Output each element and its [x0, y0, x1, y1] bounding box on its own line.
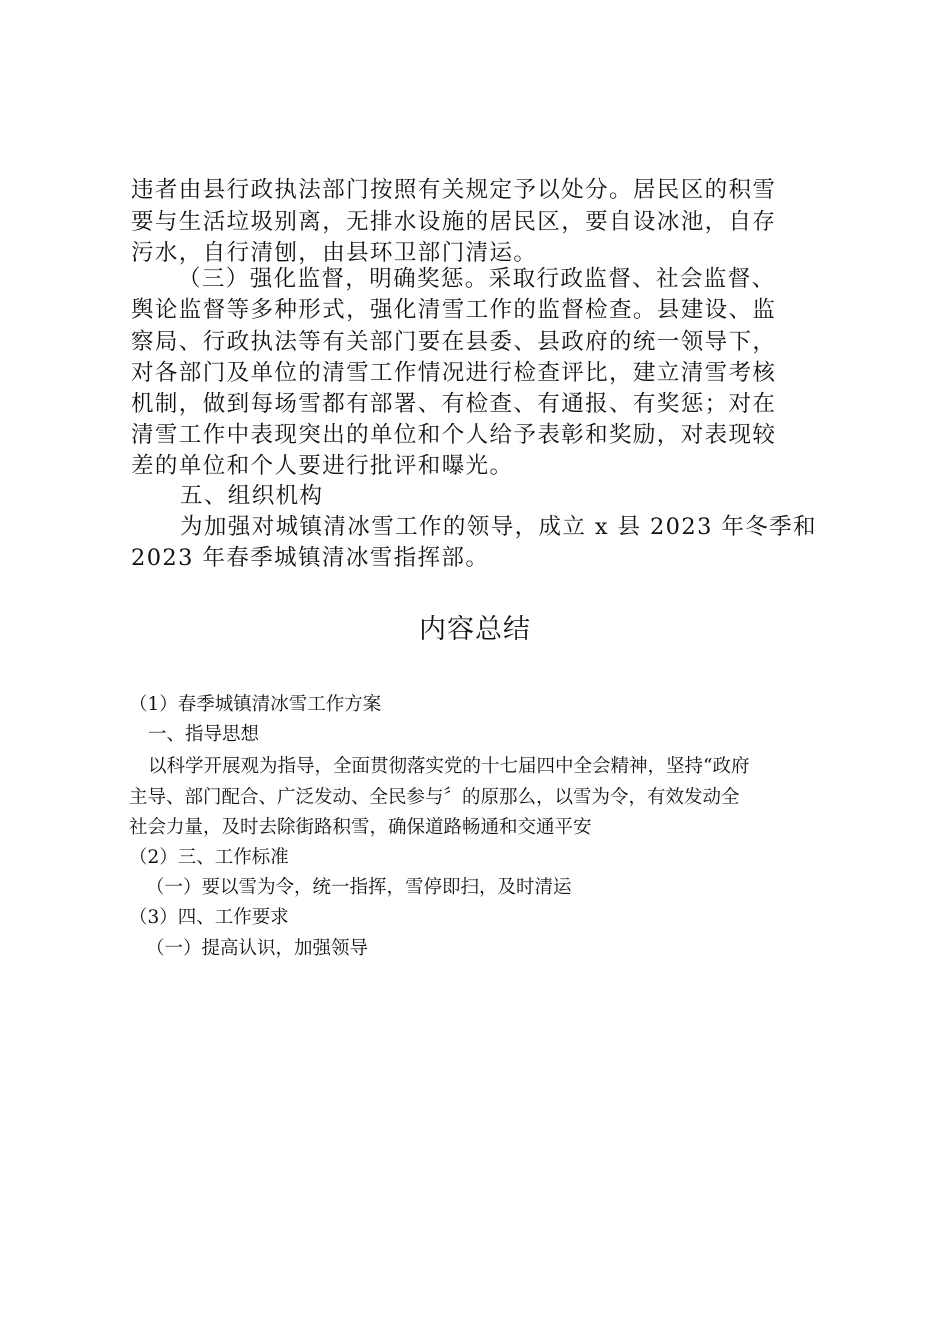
body-line: 察局、行政执法等有关部门要在县委、县政府的统一领导下，	[131, 329, 777, 355]
body-line: （三）强化监督，明确奖惩。采取行政监督、社会监督、	[178, 266, 776, 292]
summary-item: 社会力量，及时去除街路积雪，确保道路畅通和交通平安	[129, 817, 592, 838]
body-line: 要与生活垃圾别离，无排水设施的居民区，要自设冰池，自存	[131, 209, 777, 235]
summary-item: （1）春季城镇清冰雪工作方案	[129, 694, 382, 715]
body-line: 对各部门及单位的清雪工作情况进行检查评比，建立清雪考核	[131, 360, 777, 386]
summary-item: 主导、部门配合、广泛发动、全民参与〞的原那么，以雪为令，有效发动全	[129, 787, 740, 808]
summary-title: 内容总结	[419, 614, 531, 645]
section-heading: 五、组织机构	[180, 483, 324, 509]
body-line: 机制，做到每场雪都有部署、有检查、有通报、有奖惩；对在	[131, 391, 777, 417]
summary-item: 一、指导思想	[148, 724, 260, 745]
summary-item: （一）提高认识，加强领导	[146, 938, 369, 959]
body-line: 污水，自行清刨，由县环卫部门清运。	[131, 240, 538, 266]
summary-item: （3）四、工作要求	[129, 907, 289, 928]
body-line: 差的单位和个人要进行批评和曝光。	[131, 453, 514, 479]
summary-item: （2）三、工作标准	[129, 847, 289, 868]
body-line: 为加强对城镇清冰雪工作的领导，成立 x 县 2023 年冬季和	[180, 514, 817, 540]
body-line: 2023 年春季城镇清冰雪指挥部。	[131, 545, 490, 571]
summary-item: 以科学开展观为指导，全面贯彻落实党的十七届四中全会精神，坚持“政府	[148, 756, 750, 777]
summary-item: （一）要以雪为令，统一指挥，雪停即扫，及时清运	[146, 877, 572, 898]
body-line: 清雪工作中表现突出的单位和个人给予表彰和奖励，对表现较	[131, 422, 777, 448]
body-line: 舆论监督等多种形式，强化清雪工作的监督检查。县建设、监	[131, 297, 777, 323]
body-line: 违者由县行政执法部门按照有关规定予以处分。居民区的积雪	[131, 177, 777, 203]
